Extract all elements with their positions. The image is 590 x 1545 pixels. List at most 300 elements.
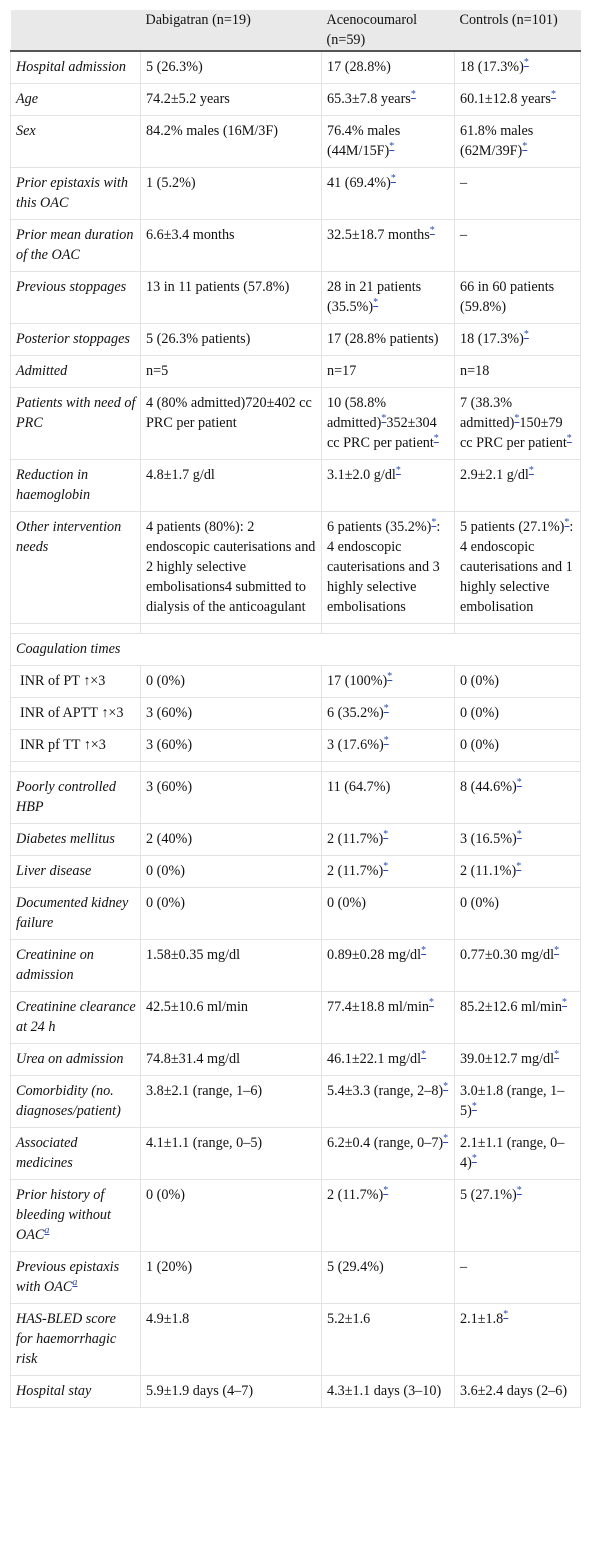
table-row [11,84,581,116]
cell-dabigatran [141,992,322,1044]
table-row [11,666,581,698]
cell-acenocoumarol [322,272,455,324]
cell-dabigatran [141,940,322,992]
row-label [11,730,141,762]
cell-value: 3.1±2.0 g/dl [327,467,396,483]
spacer-cell [455,624,581,634]
row-label-text: Creatinine clearance at 24 h [16,999,136,1035]
cell-value: 5 (26.3%) [146,59,203,75]
table-row [11,116,581,168]
row-label-text: Reduction in haemoglobin [16,467,91,503]
table-row [11,698,581,730]
cell-controls [455,220,581,272]
cell-value: – [460,1259,468,1275]
cell-acenocoumarol [322,356,455,388]
cell-controls [455,940,581,992]
cell-acenocoumarol [322,992,455,1044]
row-label [11,220,141,272]
cell-value: 2.9±2.1 g/dl [460,467,529,483]
spacer-row [11,624,581,634]
cell-dabigatran [141,1252,322,1304]
spacer-cell [322,762,455,772]
cell-controls [455,1376,581,1408]
cell-value: 2.1±1.1 (range, 0–4) [460,1135,565,1171]
spacer-cell [11,762,141,772]
row-label [11,1376,141,1408]
table-row [11,512,581,624]
row-label [11,51,141,84]
row-label-text: Liver disease [16,863,92,879]
cell-value: n=17 [327,363,357,379]
table-row [11,168,581,220]
footnote-link[interactable]: * [503,1309,509,1320]
cell-value: 65.3±7.8 years [327,91,411,107]
row-label [11,824,141,856]
cell-dabigatran [141,168,322,220]
cell-value: 3 (60%) [146,737,193,753]
footnote-link[interactable]: * [421,945,427,956]
row-label [11,1304,141,1376]
cell-dabigatran [141,1304,322,1376]
row-label [11,388,141,460]
cell-value-cont: 150±79 cc PRC per patient [460,415,567,451]
row-label [11,1180,141,1252]
footnote-link[interactable]: * [523,329,529,340]
results-table-container [10,10,580,1408]
cell-acenocoumarol [322,730,455,762]
cell-acenocoumarol [322,1128,455,1180]
row-label-text: Creatinine on admission [16,947,94,983]
cell-value: n=5 [146,363,169,379]
cell-value: 3 (16.5%) [460,831,517,847]
table-row [11,1252,581,1304]
cell-controls [455,388,581,460]
cell-value: 41 (69.4%) [327,175,391,191]
cell-controls [455,992,581,1044]
section-row [11,634,581,666]
row-label [11,324,141,356]
spacer-row [11,762,581,772]
table-row [11,992,581,1044]
cell-value: – [460,175,468,191]
cell-controls [455,1252,581,1304]
cell-value: 3 (60%) [146,779,193,795]
cell-value: 3.6±2.4 days (2–6) [460,1383,568,1399]
footnote-link[interactable]: * [528,465,534,476]
table-row [11,220,581,272]
cell-dabigatran [141,324,322,356]
footnote-link[interactable]: * [566,433,572,444]
footnote-link[interactable]: * [522,141,528,152]
footnote-link[interactable]: * [390,173,396,184]
footnote-link[interactable]: * [428,997,434,1008]
header-acenocoumarol: Acenocoumarol (n=59) [322,10,455,51]
row-label-text: Prior epistaxis with this OAC [16,175,128,211]
cell-value: 18 (17.3%) [460,331,524,347]
footnote-link[interactable]: * [443,1133,449,1144]
row-label-text: Prior history of bleeding without OAC [16,1187,111,1243]
cell-value: 6 patients (35.2%) [327,519,432,535]
cell-acenocoumarol [322,772,455,824]
footnote-link[interactable]: * [554,945,560,956]
footnote-link[interactable]: * [516,829,522,840]
table-header [11,10,581,51]
row-label-text: INR of APTT ↑×3 [20,705,124,721]
cell-value: 0 (0%) [327,895,367,911]
cell-dabigatran [141,388,322,460]
cell-value: 4.1±1.1 (range, 0–5) [146,1135,263,1151]
footnote-link[interactable]: * [561,997,567,1008]
row-label-text: Other intervention needs [16,519,122,555]
cell-controls [455,1180,581,1252]
row-label-text: Hospital stay [16,1383,92,1399]
cell-controls [455,824,581,856]
footnote-link[interactable]: * [471,1101,477,1112]
cell-value: 3.0±1.8 (range, 1–5) [460,1083,565,1119]
cell-dabigatran [141,272,322,324]
footnote-link[interactable]: * [431,517,437,528]
cell-controls [455,168,581,220]
row-label [11,856,141,888]
footnote-link[interactable]: * [387,671,393,682]
row-label [11,512,141,624]
row-label-text: Sex [16,123,36,139]
table-row [11,856,581,888]
header-blank [11,10,141,51]
footnote-link[interactable]: * [383,1185,389,1196]
footnote-link[interactable]: * [383,703,389,714]
table-row [11,1128,581,1180]
cell-value: 0 (0%) [146,863,186,879]
header-controls: Controls (n=101) [455,10,581,51]
cell-controls [455,1304,581,1376]
cell-dabigatran [141,856,322,888]
row-label-text: Admitted [16,363,68,379]
cell-acenocoumarol [322,888,455,940]
cell-value: 66 in 60 patients (59.8%) [460,279,555,315]
row-label-text: Associated medicines [16,1135,78,1171]
cell-controls [455,888,581,940]
row-label [11,888,141,940]
cell-value-cont: 352±304 cc PRC per patient [327,415,437,451]
cell-acenocoumarol [322,1304,455,1376]
row-label-text: Previous stoppages [16,279,127,295]
cell-value: 42.5±10.6 ml/min [146,999,248,1015]
cell-value: n=18 [460,363,490,379]
footnote-link[interactable]: * [554,1049,560,1060]
row-label [11,84,141,116]
spacer-cell [322,624,455,634]
cell-dabigatran [141,730,322,762]
cell-controls [455,324,581,356]
cell-controls [455,272,581,324]
footnote-link[interactable]: a [44,1225,50,1236]
footnote-link[interactable]: * [395,465,401,476]
cell-acenocoumarol [322,698,455,730]
cell-controls [455,116,581,168]
cell-value: 3 (17.6%) [327,737,384,753]
table-row [11,730,581,762]
cell-value: 85.2±12.6 ml/min [460,999,562,1015]
cell-acenocoumarol [322,666,455,698]
cell-acenocoumarol [322,388,455,460]
cell-value: 2 (11.7%) [327,831,384,847]
row-label-text: Poorly controlled HBP [16,779,116,815]
spacer-cell [11,624,141,634]
table-row [11,356,581,388]
cell-controls [455,666,581,698]
row-label [11,1076,141,1128]
row-label-text: Posterior stoppages [16,331,130,347]
cell-value: 0 (0%) [460,895,500,911]
cell-value: 7 (38.3% admitted) [460,395,515,431]
table-row [11,1044,581,1076]
table-row [11,1376,581,1408]
table-row [11,388,581,460]
cell-value: 0 (0%) [146,1187,186,1203]
cell-value: 2 (40%) [146,831,193,847]
header-dabigatran: Dabigatran (n=19) [141,10,322,51]
cell-value: 2 (11.7%) [327,1187,384,1203]
cell-dabigatran [141,666,322,698]
cell-acenocoumarol [322,940,455,992]
cell-value: 32.5±18.7 months [327,227,430,243]
cell-controls [455,1044,581,1076]
footnote-link[interactable]: * [516,777,522,788]
cell-dabigatran [141,772,322,824]
cell-value: 17 (100%) [327,673,388,689]
cell-value: – [460,227,468,243]
cell-controls [455,856,581,888]
cell-controls [455,1076,581,1128]
cell-controls [455,460,581,512]
footnote-link[interactable]: * [383,829,389,840]
cell-value: 1.58±0.35 mg/dl [146,947,241,963]
cell-acenocoumarol [322,1076,455,1128]
cell-value: 46.1±22.1 mg/dl [327,1051,422,1067]
row-label-text: Comorbidity (no. diagnoses/patient) [16,1083,121,1119]
cell-acenocoumarol [322,1376,455,1408]
cell-dabigatran [141,888,322,940]
footnote-link[interactable]: * [410,89,416,100]
cell-value: 4 (80% admitted)720±402 cc PRC per patient [146,395,312,431]
cell-value-cont: : 4 endoscopic cauterisations and 3 highly selective embolisations [327,519,441,615]
cell-controls [455,512,581,624]
table-row [11,324,581,356]
cell-value: 0 (0%) [146,673,186,689]
cell-value: 8 (44.6%) [460,779,517,795]
cell-value: 6 (35.2%) [327,705,384,721]
cell-acenocoumarol [322,51,455,84]
row-label [11,666,141,698]
cell-acenocoumarol [322,324,455,356]
cell-value: 5.9±1.9 days (4–7) [146,1383,254,1399]
cell-value: 10 (58.8% admitted) [327,395,387,431]
cell-dabigatran [141,698,322,730]
cell-acenocoumarol [322,1180,455,1252]
cell-value: 76.4% males (44M/15F) [327,123,401,159]
cell-value: 84.2% males (16M/3F) [146,123,279,139]
cell-dabigatran [141,51,322,84]
table-row [11,824,581,856]
cell-value: 0 (0%) [460,673,500,689]
row-label-text: INR of PT ↑×3 [20,673,106,689]
table-row [11,460,581,512]
cell-acenocoumarol [322,1044,455,1076]
cell-dabigatran [141,116,322,168]
cell-value: 18 (17.3%) [460,59,524,75]
row-label-text: Hospital admission [16,59,126,75]
cell-value: 5.4±3.3 (range, 2–8) [327,1083,444,1099]
cell-value: 3.8±2.1 (range, 1–6) [146,1083,263,1099]
table-body [11,51,581,1408]
cell-value: 13 in 11 patients (57.8%) [146,279,290,295]
footnote-link[interactable]: * [421,1049,427,1060]
row-label [11,940,141,992]
row-label [11,272,141,324]
table-row [11,940,581,992]
cell-value: 0 (0%) [460,737,500,753]
cell-value: 2.1±1.8 [460,1311,504,1327]
cell-controls [455,356,581,388]
cell-controls [455,698,581,730]
cell-controls [455,772,581,824]
cell-value: 0.77±0.30 mg/dl [460,947,555,963]
table-row [11,1076,581,1128]
comparison-table [10,10,581,1408]
cell-dabigatran [141,1376,322,1408]
cell-value: 77.4±18.8 ml/min [327,999,429,1015]
cell-acenocoumarol [322,856,455,888]
cell-value: 28 in 21 patients (35.5%) [327,279,422,315]
cell-value: 1 (20%) [146,1259,193,1275]
cell-dabigatran [141,356,322,388]
cell-dabigatran [141,824,322,856]
row-label-text: HAS-BLED score for haemorrhagic risk [16,1311,117,1367]
cell-value: 17 (28.8% patients) [327,331,439,347]
cell-value: 5.2±1.6 [327,1311,371,1327]
table-row [11,1304,581,1376]
cell-dabigatran [141,1180,322,1252]
row-label-text: Documented kidney failure [16,895,129,931]
cell-value: 5 (26.3% patients) [146,331,251,347]
cell-value: 0 (0%) [146,895,186,911]
row-label [11,1044,141,1076]
footnote-link[interactable]: * [373,297,379,308]
cell-acenocoumarol [322,168,455,220]
cell-controls [455,730,581,762]
cell-value: 6.2±0.4 (range, 0–7) [327,1135,444,1151]
footnote-link[interactable]: * [429,225,435,236]
row-label-text: Patients with need of PRC [16,395,136,431]
table-row [11,888,581,940]
cell-controls [455,84,581,116]
row-label [11,356,141,388]
row-label-text: Diabetes mellitus [16,831,115,847]
footnote-link[interactable]: * [383,861,389,872]
footnote-link[interactable]: * [523,57,529,68]
footnote-link[interactable]: * [471,1153,477,1164]
footnote-link[interactable]: * [389,141,395,152]
row-label-text: INR pf TT ↑×3 [20,737,106,753]
row-label [11,992,141,1044]
cell-value: 60.1±12.8 years [460,91,551,107]
spacer-cell [455,762,581,772]
cell-value: 5 (27.1%) [460,1187,517,1203]
cell-value: 74.2±5.2 years [146,91,230,107]
cell-value-cont: : 4 endoscopic cauterisations and 1 highly selective embolisation [460,519,574,615]
footnote-link[interactable]: * [443,1081,449,1092]
cell-dabigatran [141,1076,322,1128]
row-label [11,698,141,730]
footnote-link[interactable]: * [383,735,389,746]
cell-acenocoumarol [322,512,455,624]
row-label [11,1128,141,1180]
row-label [11,168,141,220]
cell-value: 5 (29.4%) [327,1259,384,1275]
table-row [11,272,581,324]
section-title: Coagulation times [11,634,581,666]
footnote-link[interactable]: * [516,1185,522,1196]
footnote-link[interactable]: * [433,433,439,444]
cell-controls [455,51,581,84]
cell-dabigatran [141,512,322,624]
cell-value: 2 (11.1%) [460,863,517,879]
cell-value: 4 patients (80%): 2 endoscopic cauterisations and 2 highly selective embolisations4 submitted to dialysis of the anticoagulant [146,519,316,615]
row-label-text: Urea on admission [16,1051,124,1067]
row-label [11,772,141,824]
cell-acenocoumarol [322,84,455,116]
table-row [11,1180,581,1252]
row-label [11,116,141,168]
table-row [11,772,581,824]
cell-value: 11 (64.7%) [327,779,391,795]
row-label-text: Age [16,91,39,107]
spacer-cell [141,762,322,772]
cell-dabigatran [141,220,322,272]
cell-value: 1 (5.2%) [146,175,196,191]
footnote-link[interactable]: * [564,517,570,528]
footnote-link[interactable]: * [514,413,520,424]
cell-value: 6.6±3.4 months [146,227,235,243]
cell-dabigatran [141,460,322,512]
cell-value: 5 patients (27.1%) [460,519,565,535]
cell-value: 17 (28.8%) [327,59,391,75]
row-label [11,460,141,512]
cell-value: 74.8±31.4 mg/dl [146,1051,241,1067]
row-label [11,1252,141,1304]
cell-acenocoumarol [322,824,455,856]
footnote-link[interactable]: * [550,89,556,100]
footnote-link[interactable]: * [381,413,387,424]
cell-controls [455,1128,581,1180]
cell-acenocoumarol [322,116,455,168]
cell-acenocoumarol [322,220,455,272]
cell-value: 0 (0%) [460,705,500,721]
row-label-text: Prior mean duration of the OAC [16,227,134,263]
cell-value: 0.89±0.28 mg/dl [327,947,422,963]
cell-value: 39.0±12.7 mg/dl [460,1051,555,1067]
cell-acenocoumarol [322,460,455,512]
spacer-cell [141,624,322,634]
footnote-link[interactable]: a [72,1277,78,1288]
cell-value: 4.3±1.1 days (3–10) [327,1383,442,1399]
footnote-link[interactable]: * [516,861,522,872]
cell-value: 2 (11.7%) [327,863,384,879]
row-label-text: Previous epistaxis with OAC [16,1259,120,1295]
cell-value: 3 (60%) [146,705,193,721]
cell-dabigatran [141,1128,322,1180]
